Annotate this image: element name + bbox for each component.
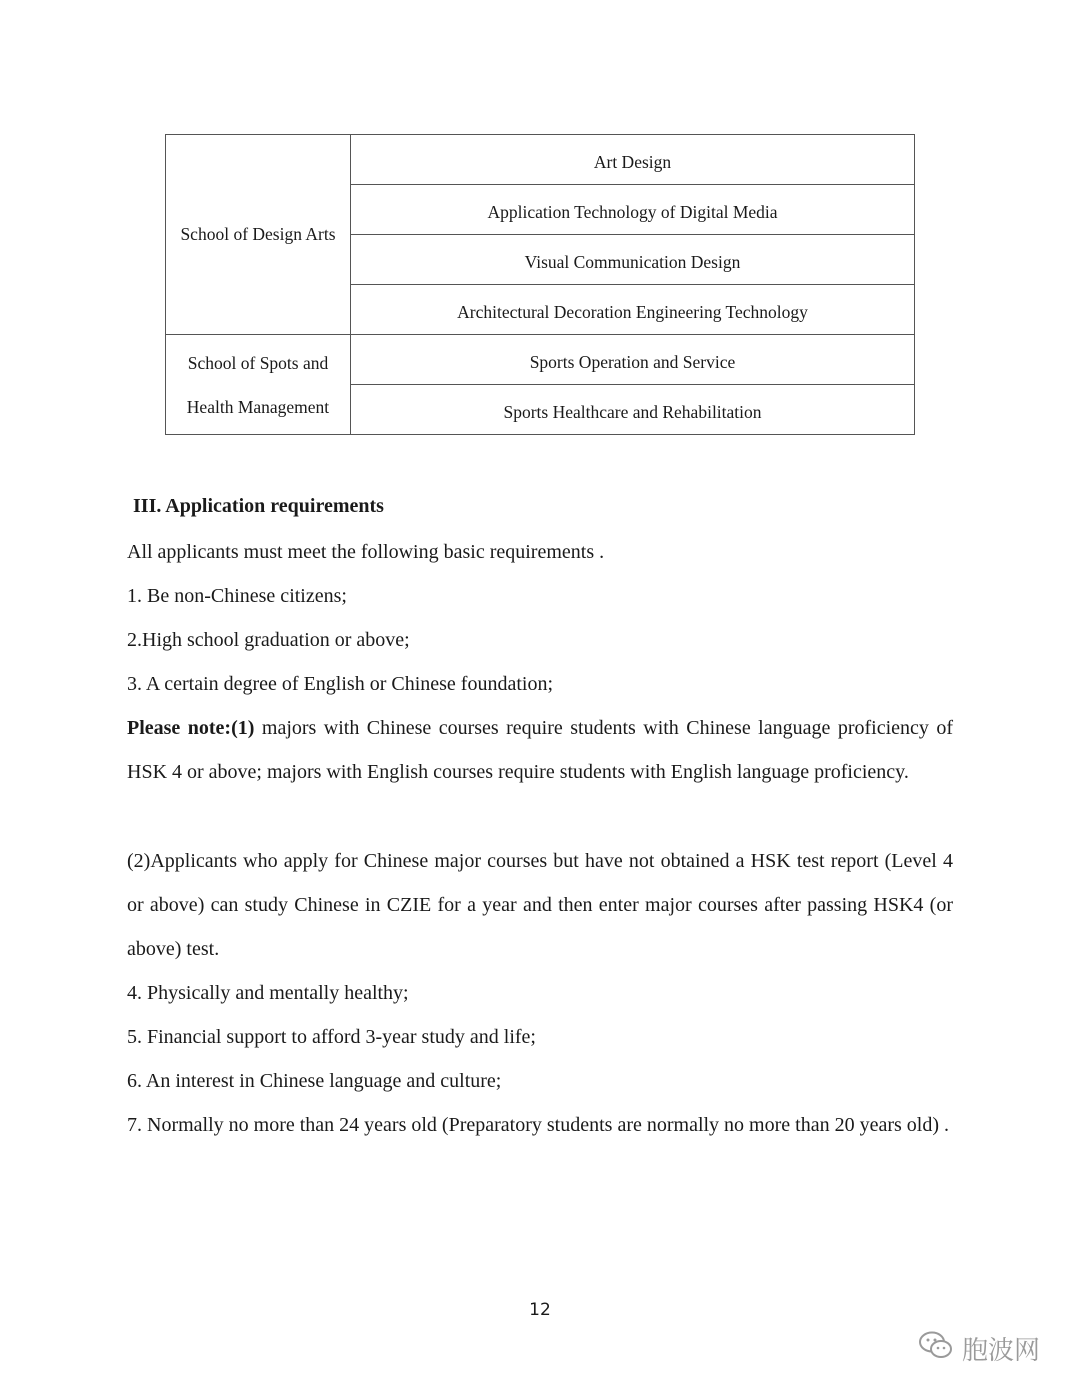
- major-cell: Application Technology of Digital Media: [351, 185, 915, 235]
- school-name-cell: School of Design Arts: [166, 135, 351, 335]
- section-heading: III. Application requirements: [133, 495, 384, 517]
- intro-paragraph: All applicants must meet the following basic requirements .: [127, 541, 605, 563]
- major-cell: Visual Communication Design: [351, 235, 915, 285]
- watermark-text: 胞波网: [962, 1336, 1041, 1366]
- requirement-item: 5. Financial support to afford 3-year study and life;: [127, 1026, 536, 1048]
- requirement-item: 7. Normally no more than 24 years old (Preparatory students are normally no more than 20 years old) .: [127, 1114, 950, 1136]
- table-row: [166, 335, 915, 385]
- requirement-item: 2.High school graduation or above;: [127, 629, 410, 651]
- major-cell: Sports Operation and Service: [351, 335, 915, 385]
- requirement-item: 1. Be non-Chinese citizens;: [127, 585, 347, 607]
- requirement-item: 6. An interest in Chinese language and culture;: [127, 1070, 502, 1092]
- school-name-line: School of Spots and: [187, 352, 329, 373]
- note-paragraph: (2)Applicants who apply for Chinese major courses but have not obtained a HSK test report (Level 4 or above) can study Chinese in CZIE for a year and then enter major courses after passing HSK4 (or above) test.: [127, 850, 953, 960]
- requirement-item: 3. A certain degree of English or Chinese foundation;: [127, 673, 554, 695]
- major-cell: Sports Healthcare and Rehabilitation: [351, 385, 915, 435]
- note-label: Please note:(1): [127, 717, 255, 739]
- school-name-cell: [166, 335, 351, 435]
- watermark: [918, 1330, 1040, 1367]
- table-row: [166, 135, 915, 185]
- wechat-icon: [918, 1330, 954, 1367]
- page-number: 12: [529, 1300, 551, 1320]
- major-cell: Architectural Decoration Engineering Technology: [351, 285, 915, 335]
- requirement-item: 4. Physically and mentally healthy;: [127, 982, 409, 1004]
- note-text: majors with Chinese courses require students with Chinese language proficiency of HSK 4 or above; majors with English courses require students with English language proficiency.: [127, 717, 954, 783]
- majors-table: [165, 134, 915, 435]
- school-name-line: Health Management: [186, 396, 330, 417]
- note-paragraph: [127, 706, 953, 794]
- major-cell: Art Design: [351, 135, 915, 185]
